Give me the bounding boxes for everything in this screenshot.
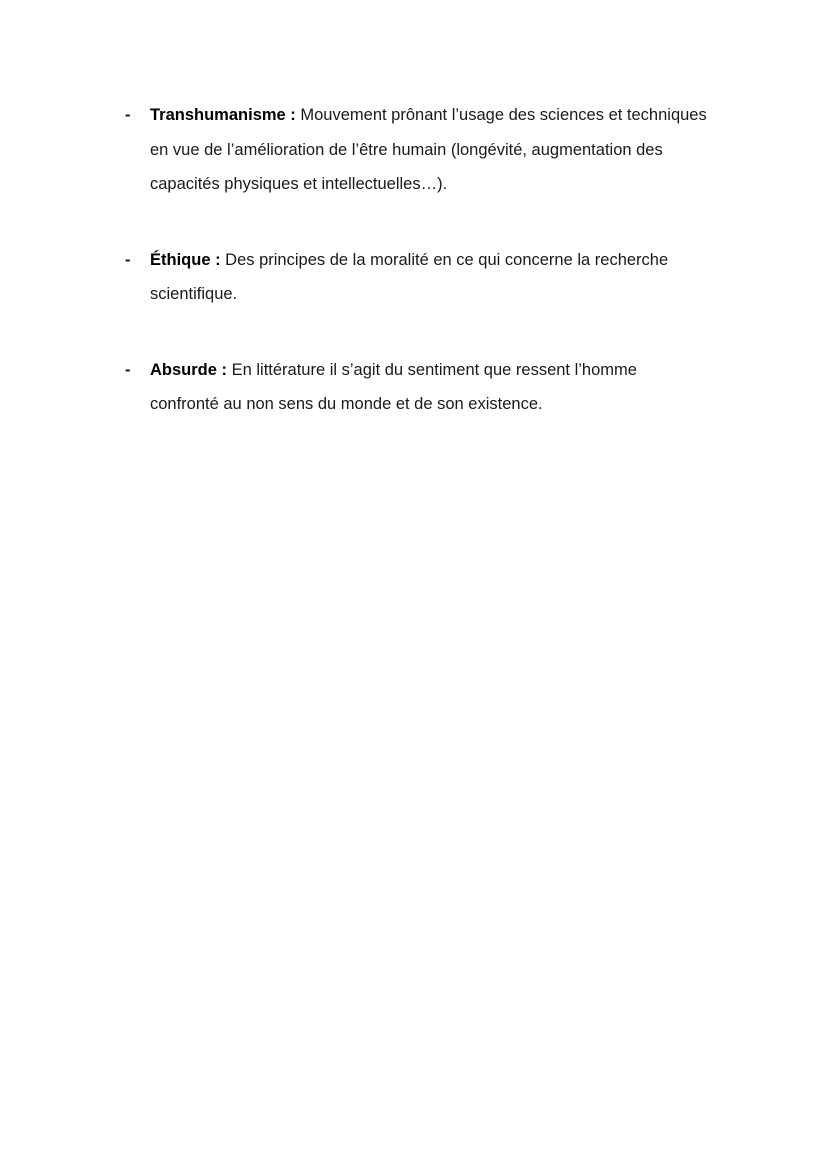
definition-term: Transhumanisme : [150, 106, 301, 124]
definition-text: En littérature il s’agit du sentiment que ressent l’homme confronté au non sens du monde et de son existence. [150, 360, 637, 413]
definition-item-absurde [0, 353, 828, 422]
definition-term: Absurde : [150, 360, 232, 379]
definition-item-transhumanisme [0, 98, 828, 202]
definition-item-ethique [0, 243, 828, 312]
bullet-dash: - [125, 106, 131, 124]
bullet-dash: - [125, 360, 131, 379]
definition-text: Mouvement prônant l’usage des sciences et techniques en vue de l’amélioration de l’être humain (longévité, augmentation des capacités physiques et intellectuelles…). [150, 106, 707, 193]
definition-text: Des principes de la moralité en ce qui concerne la recherche scientifique. [150, 250, 669, 303]
definition-list [0, 98, 828, 463]
bullet-dash: - [125, 250, 131, 269]
definition-term: Éthique : [150, 250, 226, 269]
